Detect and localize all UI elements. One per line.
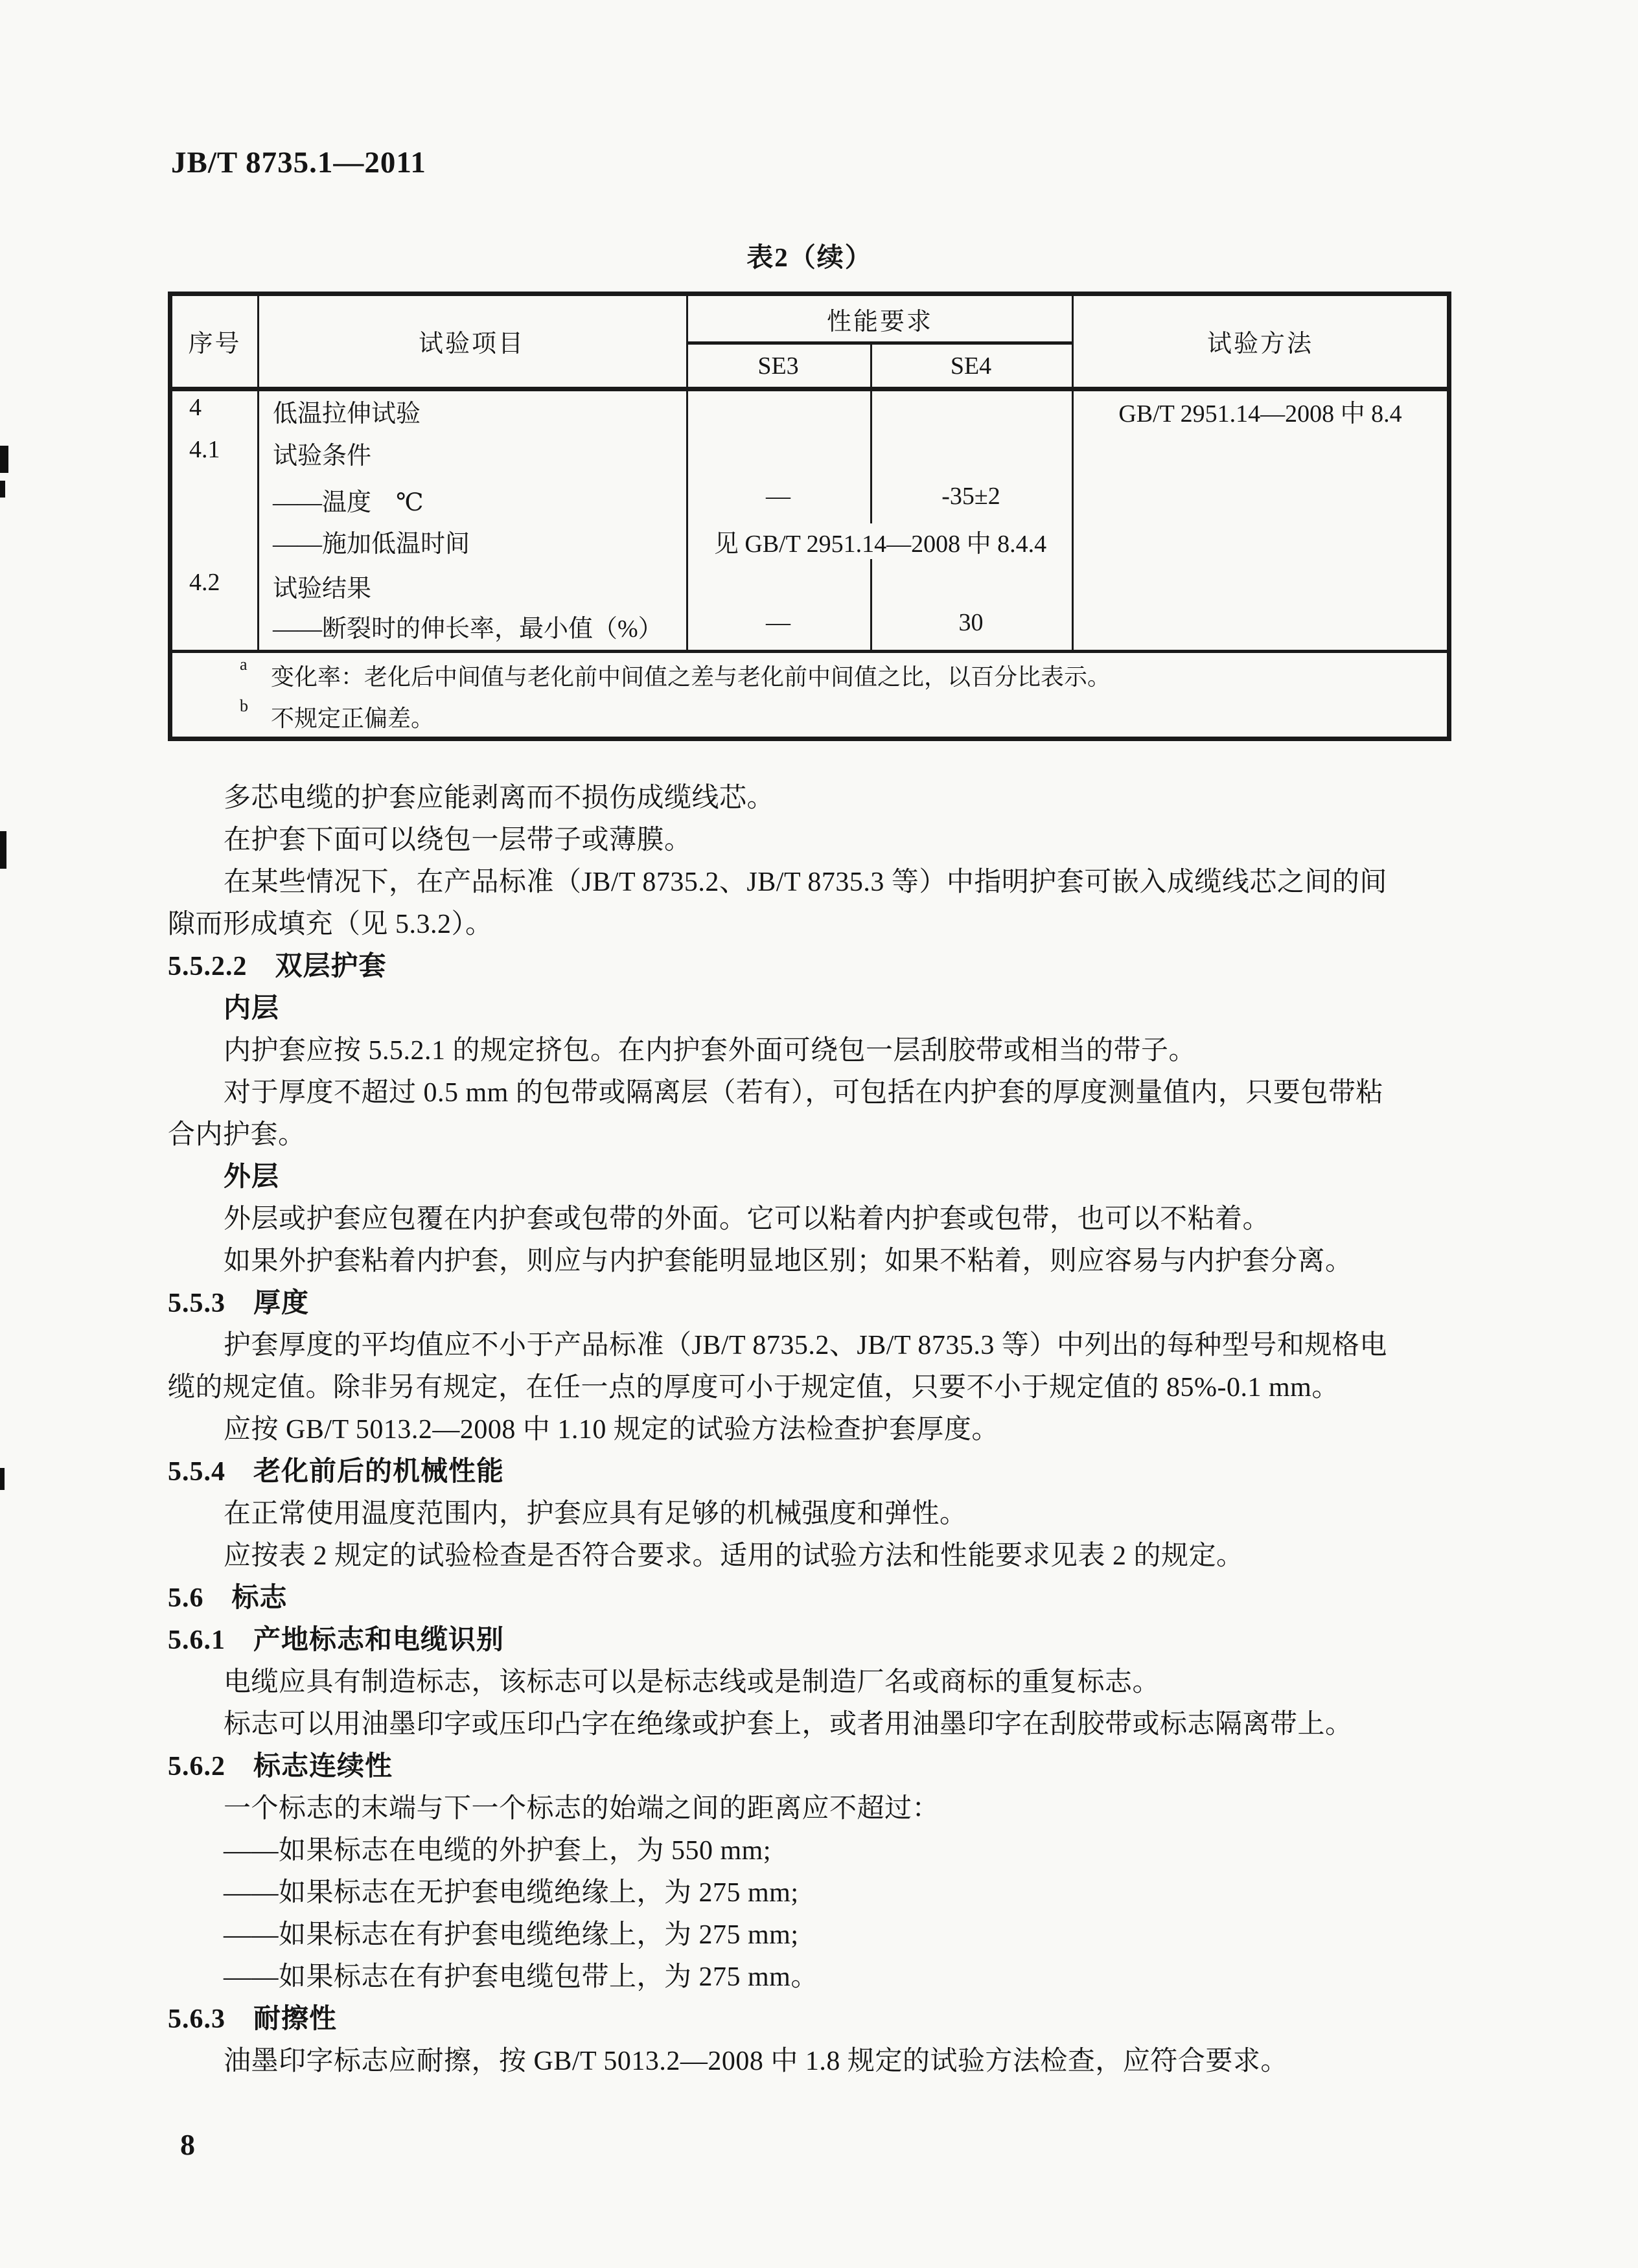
body-line: 对于厚度不超过 0.5 mm 的包带或隔离层（若有），可包括在内护套的厚度测量值内，只要包带粘 bbox=[224, 1078, 1383, 1108]
body-line: 护套厚度的平均值应不小于产品标准（JB/T 8735.2、JB/T 8735.3 等）中列出的每种型号和规格电 bbox=[224, 1331, 1387, 1360]
requirements-table bbox=[168, 292, 1451, 741]
table-grid-line bbox=[172, 650, 1447, 653]
body-line: 如果外护套粘着内护套，则应与内护套能明显地区别；如果不粘着，则应容易与内护套分离。 bbox=[224, 1246, 1353, 1276]
cell-merged-se3-se4: 见 GB/T 2951.14—2008 中 8.4.4 bbox=[691, 523, 1070, 559]
scan-artifact bbox=[0, 446, 8, 473]
body-line: ——如果标志在有护套电缆包带上，为 275 mm。 bbox=[224, 1962, 818, 1992]
body-line: 合内护套。 bbox=[168, 1120, 306, 1150]
body-line: 内层 bbox=[224, 994, 280, 1024]
cell-no: 4.1 bbox=[189, 436, 220, 463]
cell-item: ——断裂时的伸长率，最小值（%） bbox=[273, 615, 663, 643]
page-number: 8 bbox=[180, 2128, 195, 2161]
cell-no: 4.2 bbox=[189, 569, 220, 596]
cell-se3: — bbox=[766, 483, 790, 510]
body-line: 隙而形成填充（见 5.3.2）。 bbox=[168, 910, 493, 939]
body-line: 在护套下面可以绕包一层带子或薄膜。 bbox=[224, 825, 692, 855]
body-line: 油墨印字标志应耐擦，按 GB/T 5013.2—2008 中 1.8 规定的试验方法检查，应符合要求。 bbox=[224, 2046, 1288, 2076]
body-line: ——如果标志在有护套电缆绝缘上，为 275 mm; bbox=[224, 1920, 799, 1950]
cell-item: 低温拉伸试验 bbox=[273, 400, 421, 428]
body-line: 5.6 标志 bbox=[168, 1583, 288, 1613]
body-line: 应按 GB/T 5013.2—2008 中 1.10 规定的试验方法检查护套厚度。 bbox=[224, 1415, 999, 1445]
cell-method: GB/T 2951.14—2008 中 8.4 bbox=[1118, 400, 1402, 428]
body-line: 应按表 2 规定的试验检查是否符合要求。适用的试验方法和性能要求见表 2 的规定。 bbox=[224, 1541, 1244, 1571]
body-line: 电缆应具有制造标志，该标志可以是标志线或是制造厂名或商标的重复标志。 bbox=[224, 1667, 1160, 1697]
footnote-marker: a bbox=[240, 655, 248, 674]
table-title: 表2（续） bbox=[746, 242, 873, 272]
footnote-text: 变化率：老化后中间值与老化前中间值之差与老化前中间值之比，以百分比表示。 bbox=[271, 664, 1111, 690]
cell-se4: 30 bbox=[958, 609, 984, 636]
cell-se4: -35±2 bbox=[941, 483, 1000, 510]
cell-item: 试验条件 bbox=[273, 442, 372, 470]
scan-artifact bbox=[0, 481, 5, 498]
body-line: 标志可以用油墨印字或压印凸字在绝缘或护套上，或者用油墨印字在刮胶带或标志隔离带上。 bbox=[224, 1710, 1353, 1739]
body-line: 5.6.1 产地标志和电缆识别 bbox=[168, 1625, 505, 1655]
body-line: ——如果标志在电缆的外护套上，为 550 mm; bbox=[224, 1836, 772, 1866]
cell-item: ——施加低温时间 bbox=[273, 531, 470, 558]
footnote-marker: b bbox=[240, 696, 248, 715]
footnote-text: 不规定正偏差。 bbox=[271, 705, 435, 731]
body-text bbox=[168, 777, 1490, 2083]
document-number: JB/T 8735.1—2011 bbox=[171, 146, 426, 179]
column-header-method: 试验方法 bbox=[1206, 330, 1313, 358]
table-grid-line bbox=[686, 296, 688, 650]
column-header-no: 序号 bbox=[188, 330, 242, 358]
table-grid-line bbox=[172, 387, 1447, 391]
body-line: 缆的规定值。除非另有规定，在任一点的厚度可小于规定值，只要不小于规定值的 85%-0.1 mm。 bbox=[168, 1373, 1339, 1403]
body-line: 5.6.2 标志连续性 bbox=[168, 1752, 393, 1781]
body-line: 内护套应按 5.5.2.1 的规定挤包。在内护套外面可绕包一层刮胶带或相当的带子。 bbox=[224, 1036, 1197, 1066]
column-header-se4: SE4 bbox=[950, 352, 992, 380]
body-line: 在正常使用温度范围内，护套应具有足够的机械强度和弹性。 bbox=[224, 1499, 967, 1529]
body-line: 外层或护套应包覆在内护套或包带的外面。它可以粘着内护套或包带，也可以不粘着。 bbox=[224, 1204, 1271, 1234]
cell-no: 4 bbox=[189, 394, 202, 421]
body-line: 5.6.3 耐擦性 bbox=[168, 2004, 338, 2034]
cell-item: 试验结果 bbox=[273, 575, 372, 602]
body-line: 5.5.3 厚度 bbox=[168, 1289, 310, 1318]
body-line: 外层 bbox=[224, 1162, 280, 1192]
table-grid-line bbox=[686, 341, 1074, 345]
cell-item: ——温度 ℃ bbox=[273, 489, 424, 516]
column-header-item: 试验项目 bbox=[418, 330, 525, 358]
body-line: 一个标志的末端与下一个标志的始端之间的距离应不超过： bbox=[224, 1794, 940, 1824]
scan-artifact bbox=[0, 831, 6, 869]
scan-artifact bbox=[0, 1468, 5, 1490]
column-header-performance: 性能要求 bbox=[826, 308, 933, 336]
body-line: 在某些情况下，在产品标准（JB/T 8735.2、JB/T 8735.3 等）中指明护套可嵌入成缆线芯之间的间 bbox=[224, 867, 1387, 897]
body-line: 多芯电缆的护套应能剥离而不损伤成缆线芯。 bbox=[224, 783, 775, 813]
body-line: 5.5.2.2 双层护套 bbox=[168, 952, 387, 981]
column-header-se3: SE3 bbox=[757, 352, 799, 380]
cell-se3: — bbox=[766, 609, 790, 636]
body-line: 5.5.4 老化前后的机械性能 bbox=[168, 1457, 505, 1487]
body-line: ——如果标志在无护套电缆绝缘上，为 275 mm; bbox=[224, 1878, 799, 1908]
